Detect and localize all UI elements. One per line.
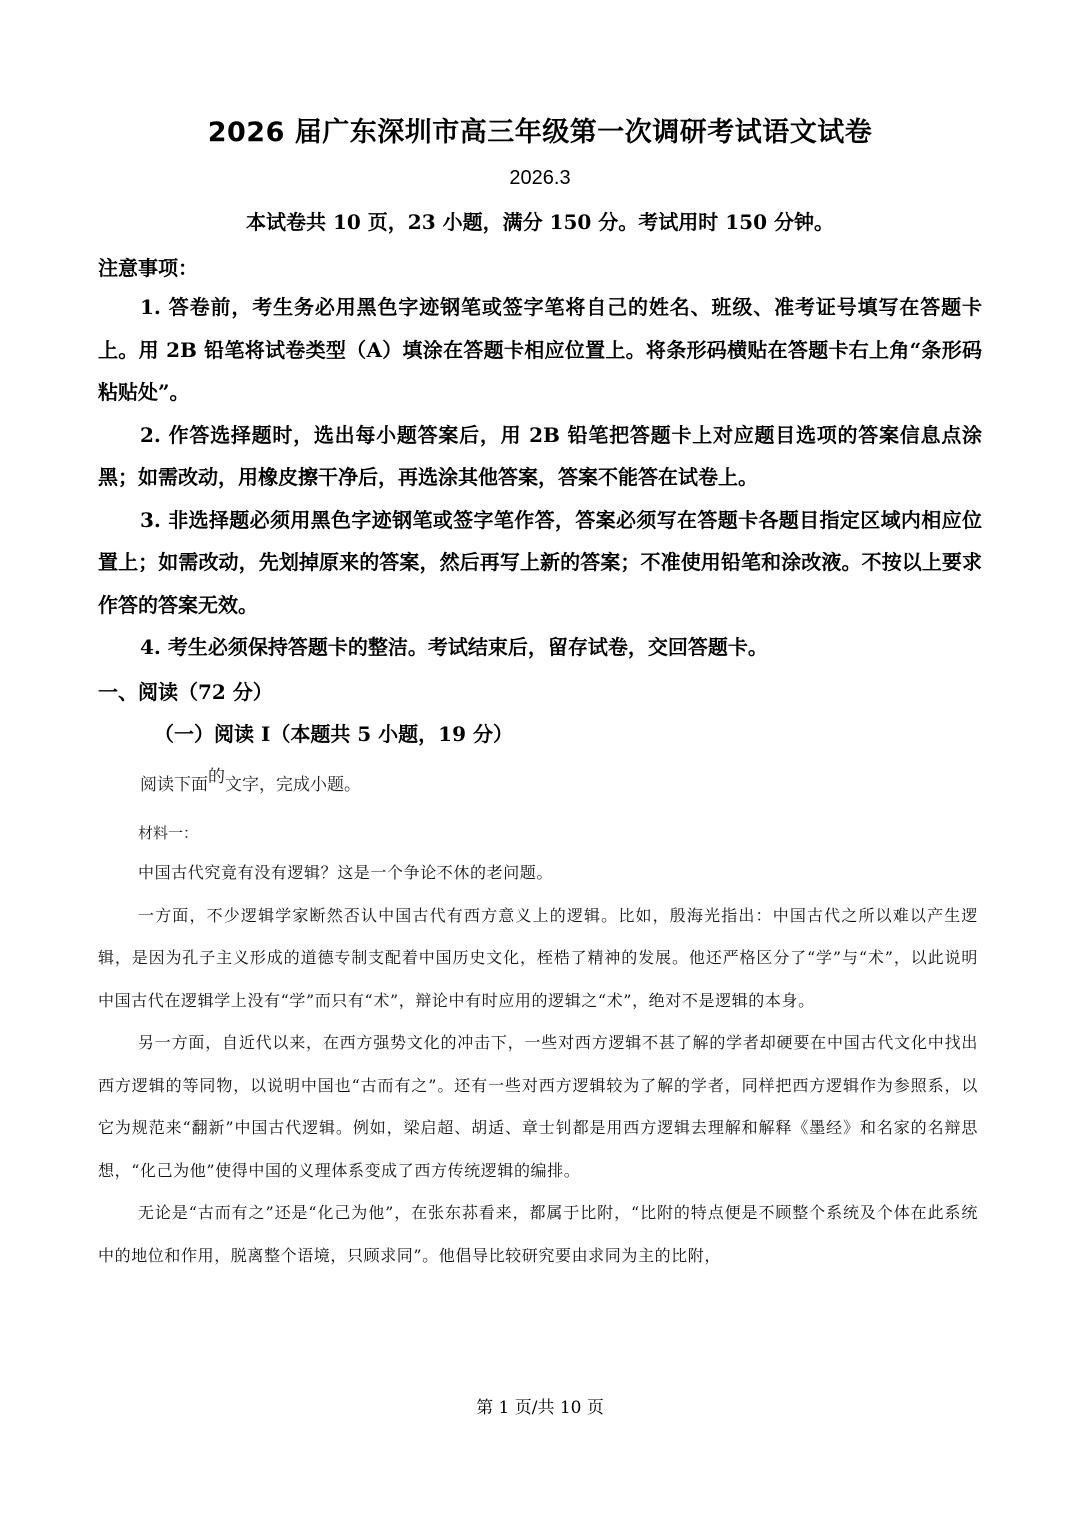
notice-item-1: 1. 答卷前，考生务必用黑色字迹钢笔或签字笔将自己的姓名、班级、准考证号填写在答题卡上。用 2B 铅笔将试卷类型（A）填涂在答题卡相应位置上。将条形码横贴在答题卡右上角“条形码粘贴处”。	[98, 295, 982, 404]
exam-date: 2026.3	[509, 167, 571, 189]
passage-paragraph: 一方面，不少逻辑学家断然否认中国古代有西方意义上的逻辑。比如，殷海光指出：中国古代之所以难以产生逻辑，是因为孔子主义形成的道德专制支配着中国历史文化，桎梏了精神的发展。他还严格区分了“学”与“术”，以此说明中国古代在逻辑学上没有“学”而只有“术”，辩论中有时应用的逻辑之“术”，绝对不是逻辑的本身。	[98, 905, 978, 1010]
notice-item-3: 3. 非选择题必须用黑色字迹钢笔或签字笔作答，答案必须写在答题卡各题目指定区域内相应位置上；如需改动，先划掉原来的答案，然后再写上新的答案；不准使用铅笔和涂改液。不按以上要求作答的答案无效。	[98, 507, 982, 617]
instruction-text-end: 文字，完成小题。	[225, 775, 361, 795]
notice-list	[98, 286, 982, 669]
notice-item-2: 2. 作答选择题时，选出每小题答案后，用 2B 铅笔把答题卡上对应题目选项的答案信息点涂黑；如需改动，用橡皮擦干净后，再选涂其他答案，答案不能答在试卷上。	[98, 422, 982, 489]
material-heading: 材料一：	[138, 824, 199, 842]
exam-info: 本试卷共 10 页，23 小题，满分 150 分。考试用时 150 分钟。	[246, 210, 834, 234]
passage-paragraph: 中国古代究竟有没有逻辑？这是一个争论不休的老问题。	[138, 863, 554, 882]
passage-paragraph: 无论是“古而有之”还是“化己为他”，在张东荪看来，都属于比附，“比附的特点便是不顾整个系统及个体在此系统中的地位和作用，脱离整个语境，只顾求同”。他倡导比较研究要由求同为主的比附，	[98, 1203, 978, 1265]
subsection-heading: （一）阅读 I（本题共 5 小题，19 分）	[154, 722, 513, 746]
passage-paragraph: 另一方面，自近代以来，在西方强势文化的冲击下，一些对西方逻辑不甚了解的学者却硬要在中国古代文化中找出西方逻辑的等同物，以说明中国也“古而有之”。还有一些对西方逻辑较为了解的学者，同样把西方逻辑作为参照系，以它为规范来“翻新”中国古代逻辑。例如，梁启超、胡适、章士钊都是用西方逻辑去理解和解释《墨经》和名家的名辩思想，“化己为他”使得中国的义理体系变成了西方传统逻辑的编排。	[98, 1033, 978, 1180]
notice-heading: 注意事项：	[98, 256, 198, 280]
instruction-text-start: 阅读下面	[140, 775, 208, 795]
section-heading: 一、阅读（72 分）	[98, 680, 273, 704]
reading-instruction	[140, 767, 361, 795]
notice-item-4: 4. 考生必须保持答题卡的整洁。考试结束后，留存试卷，交回答题卡。	[140, 635, 768, 659]
passage	[98, 852, 978, 1277]
page-footer: 第 1 页/共 10 页	[476, 1398, 604, 1418]
exam-title: 2026 届广东深圳市高三年级第一次调研考试语文试卷	[207, 117, 873, 148]
instruction-text-raised: 的	[208, 767, 225, 787]
